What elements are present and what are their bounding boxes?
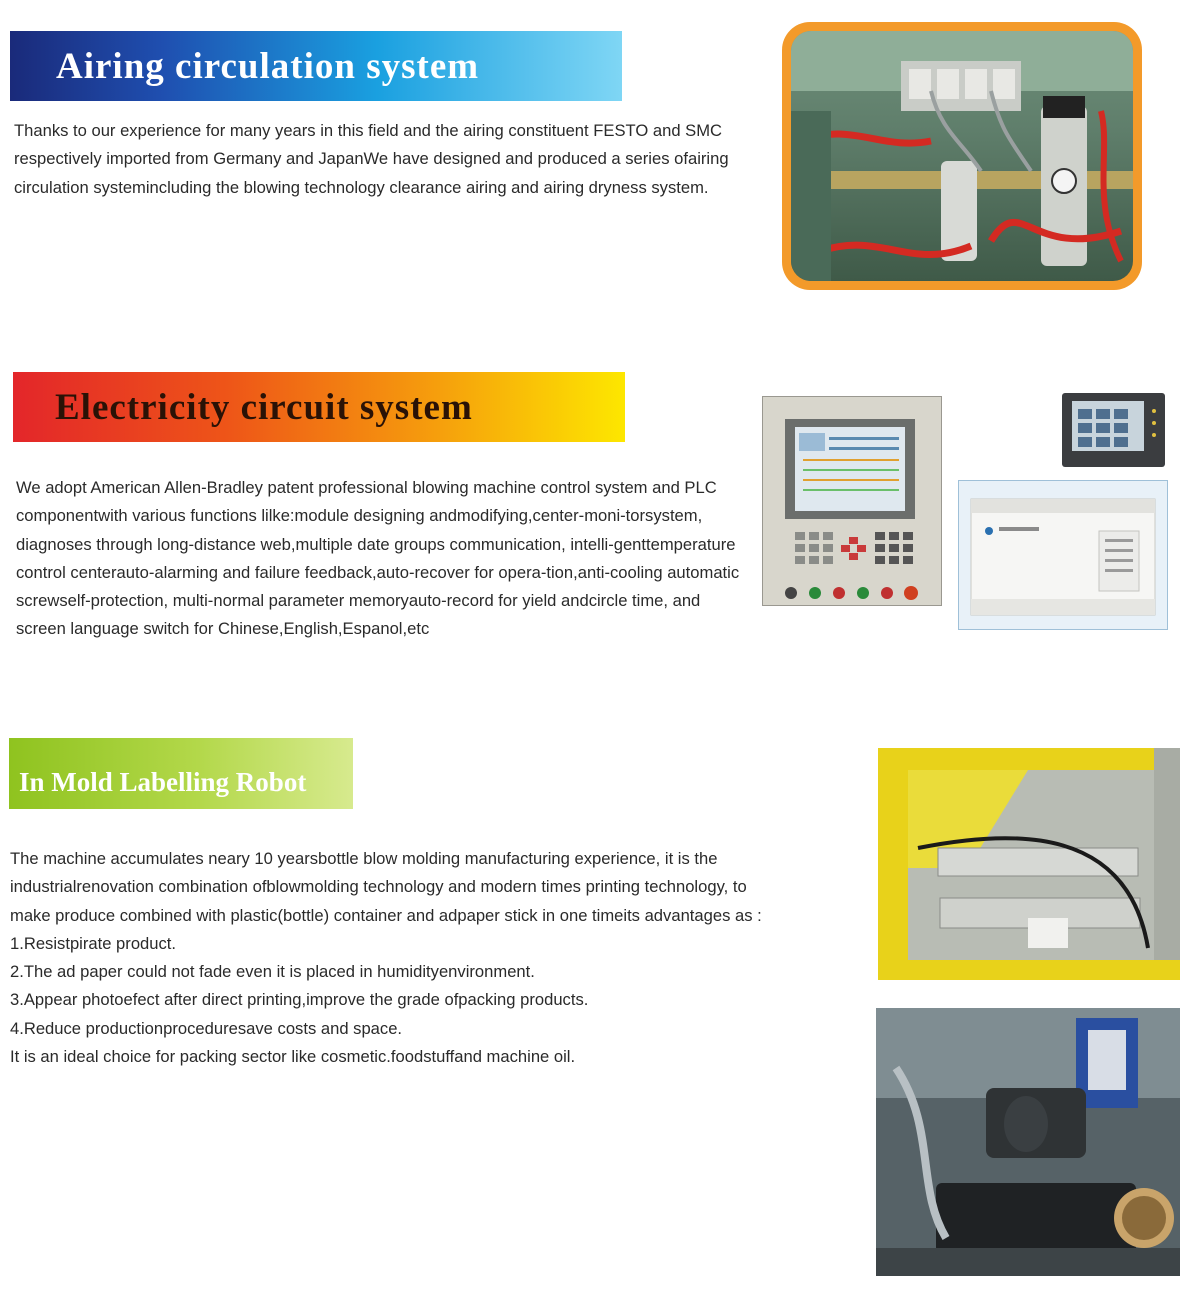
electric-section-text: [16, 474, 741, 644]
pneumatic-system-photo: [782, 22, 1142, 290]
robot-section-banner: [9, 738, 353, 809]
robot-advantage-3: 3.Appear photoefect after direct printing,improve the grade ofpacking products.: [10, 990, 589, 1010]
airing-section-paragraph: Thanks to our experience for many years in this field and the airing constituent FESTO and SMC respectively imported from Germany and JapanWe have designed and produced a series ofairing circulation systemincluding the blowing technology clearance airing and airing dryness system.: [14, 121, 729, 197]
robot-section-title: In Mold Labelling Robot: [19, 767, 307, 797]
labelling-robot-photo: [878, 748, 1180, 980]
robot-advantage-1: 1.Resistpirate product.: [10, 933, 177, 953]
plc-module-photo: [958, 480, 1168, 630]
robot-section-closing: It is an ideal choice for packing sector like cosmetic.foodstuffand machine oil.: [10, 1047, 576, 1067]
control-panel-photo: [762, 396, 942, 606]
electric-section-paragraph: We adopt American Allen-Bradley patent professional blowing machine control system and PLC componentwith various functions lilke:module designing andmodifying,center-moni-torsystem, diagnoses through long-distance web,multiple date groups communication, intelli-genttemperature control centerauto-alarming and failure feedback,auto-recover for opera-tion,anti-cooling automatic screwself-protection, multi-normal parameter memoryauto-record for yield andcircle time, and screen language switch for Chinese,English,Espanol,etc: [16, 478, 740, 639]
robot-section-text: [10, 845, 790, 1071]
airing-section-text: [14, 117, 744, 202]
electric-section-title: Electricity circuit system: [55, 386, 473, 428]
robot-advantage-2: 2.The ad paper could not fade even it is placed in humidityenvironment.: [10, 962, 535, 982]
servo-motor-photo: [876, 1008, 1180, 1276]
electric-section-banner: [13, 372, 625, 442]
robot-advantage-4: 4.Reduce productionproceduresave costs and space.: [10, 1018, 403, 1038]
touch-hmi-photo: [1062, 393, 1165, 467]
robot-section-intro: The machine accumulates neary 10 yearsbottle blow molding manufacturing experience, it is the industrialrenovation combination ofblowmolding technology and modern times printing technology, to make produce combined with plastic(bottle) container and adpaper stick in one timeits advantages as :: [10, 849, 762, 925]
airing-section-title: Airing circulation system: [56, 45, 480, 87]
airing-section-banner: [10, 31, 622, 101]
